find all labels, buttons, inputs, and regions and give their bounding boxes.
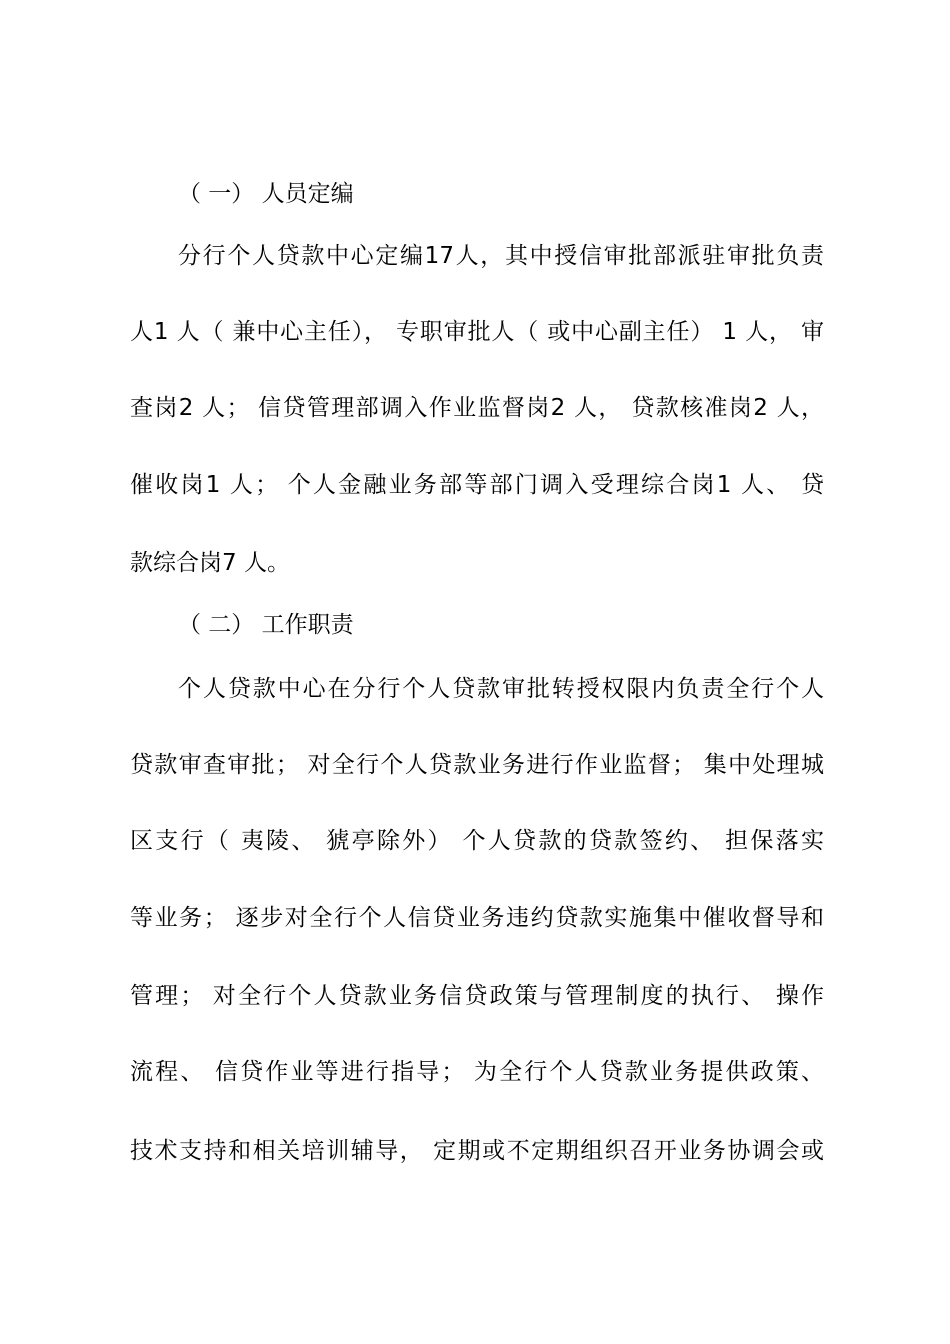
paragraph-line: 人1 人（ 兼中心主任）， 专职审批人（ 或中心副主任） 1 人， 审 (130, 319, 824, 345)
paragraph-line: 区支行（ 夷陵、 猇亭除外） 个人贷款的贷款签约、 担保落实 (130, 828, 824, 854)
paragraph-line: 分行个人贷款中心定编17人，其中授信审批部派驻审批负责 (178, 243, 824, 269)
paragraph-line: 个人贷款中心在分行个人贷款审批转授权限内负责全行个人 (178, 676, 824, 702)
paragraph-line: 催收岗1 人； 个人金融业务部等部门调入受理综合岗1 人、 贷 (130, 472, 824, 498)
section-heading-staffing: （ 一） 人员定编 (178, 181, 354, 207)
paragraph-line: 管理； 对全行个人贷款业务信贷政策与管理制度的执行、 操作 (130, 983, 824, 1009)
paragraph-line: 等业务； 逐步对全行个人信贷业务违约贷款实施集中催收督导和 (130, 905, 824, 931)
paragraph-line: 流程、 信贷作业等进行指导； 为全行个人贷款业务提供政策、 (130, 1059, 824, 1085)
section-heading-duties: （ 二） 工作职责 (178, 612, 354, 638)
paragraph-line: 贷款审查审批； 对全行个人贷款业务进行作业监督； 集中处理城 (130, 752, 824, 778)
paragraph-line: 查岗2 人； 信贷管理部调入作业监督岗2 人， 贷款核准岗2 人， (130, 395, 824, 421)
paragraph-line: 技术支持和相关培训辅导， 定期或不定期组织召开业务协调会或 (130, 1138, 824, 1164)
paragraph-line: 款综合岗7 人。 (130, 550, 290, 576)
